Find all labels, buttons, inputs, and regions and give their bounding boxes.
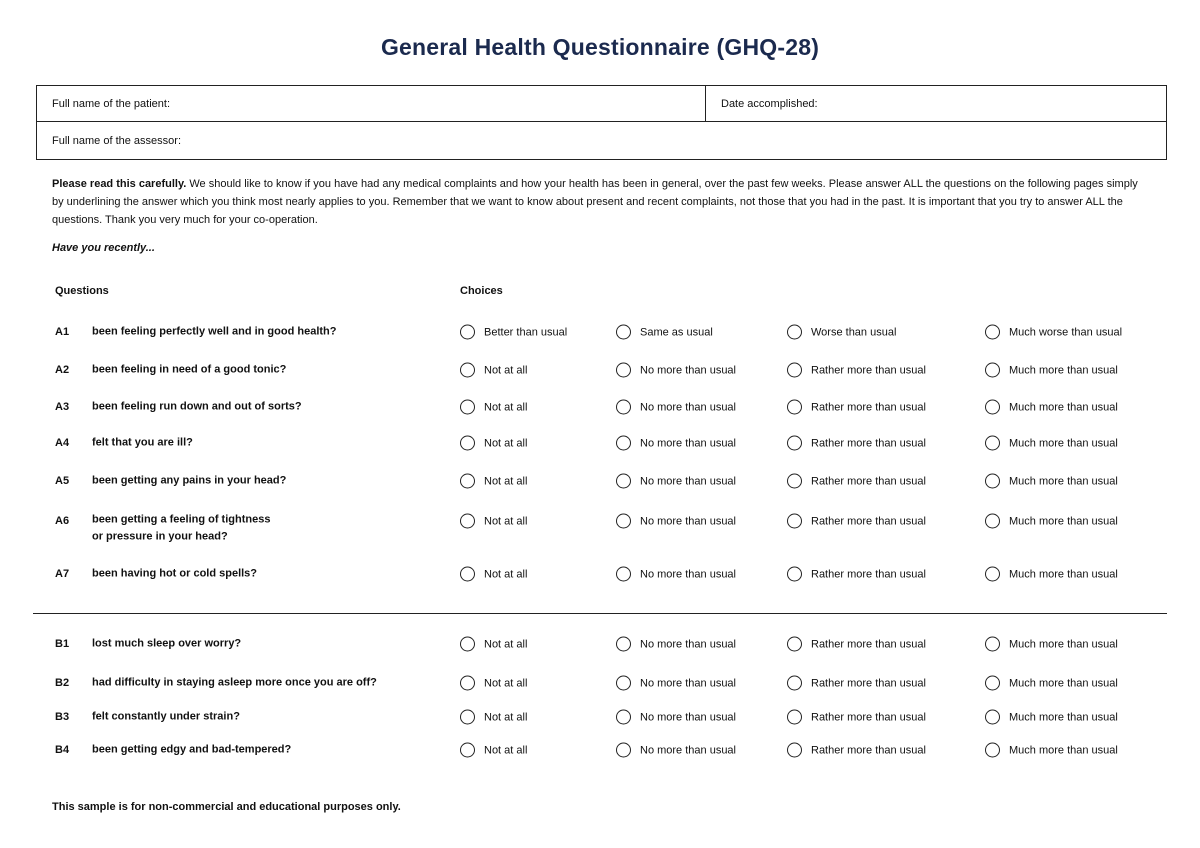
choice-label: Not at all	[484, 364, 528, 376]
choice-option[interactable]	[787, 325, 896, 340]
radio-button-icon[interactable]	[616, 400, 631, 415]
question-text: been feeling run down and out of sorts?	[92, 400, 302, 413]
question-row-b2	[0, 671, 1200, 695]
question-id: A4	[55, 437, 70, 449]
patient-name-field[interactable]	[37, 86, 705, 121]
radio-button-icon[interactable]	[787, 710, 802, 725]
choice-label: Much more than usual	[1009, 401, 1118, 413]
radio-button-icon[interactable]	[460, 637, 475, 652]
choice-option[interactable]	[787, 400, 926, 415]
choice-option[interactable]	[985, 567, 1118, 582]
radio-button-icon[interactable]	[985, 474, 1000, 489]
radio-button-icon[interactable]	[460, 400, 475, 415]
question-row-a6	[0, 509, 1200, 543]
choice-option[interactable]	[460, 325, 567, 340]
radio-button-icon[interactable]	[985, 743, 1000, 758]
radio-button-icon[interactable]	[787, 436, 802, 451]
question-row-a4	[0, 431, 1200, 455]
radio-button-icon[interactable]	[787, 514, 802, 529]
choice-option[interactable]	[787, 676, 926, 691]
choice-option[interactable]	[616, 363, 736, 378]
choice-label: No more than usual	[640, 568, 736, 580]
question-row-a2	[0, 358, 1200, 382]
choice-label: Rather more than usual	[811, 475, 926, 487]
choice-label: Much more than usual	[1009, 515, 1118, 527]
radio-button-icon[interactable]	[616, 325, 631, 340]
choice-option[interactable]	[787, 514, 926, 529]
instructions-bold-lead: Please read this carefully.	[52, 178, 187, 190]
choice-label: Much more than usual	[1009, 568, 1118, 580]
choice-label: No more than usual	[640, 515, 736, 527]
question-text: been getting any pains in your head?	[92, 474, 287, 487]
choice-label: Not at all	[484, 711, 528, 723]
choice-label: Not at all	[484, 515, 528, 527]
question-id: B1	[55, 638, 70, 650]
radio-button-icon[interactable]	[985, 637, 1000, 652]
choice-option[interactable]	[460, 567, 527, 582]
choice-option[interactable]	[985, 474, 1118, 489]
page-title: General Health Questionnaire (GHQ-28)	[380, 34, 820, 60]
choice-label: Not at all	[484, 475, 528, 487]
radio-button-icon[interactable]	[787, 363, 802, 378]
choices-header: Choices	[460, 285, 503, 297]
radio-button-icon[interactable]	[460, 743, 475, 758]
choice-label: No more than usual	[640, 677, 736, 689]
question-text: been feeling perfectly well and in good health?	[92, 325, 337, 338]
radio-button-icon[interactable]	[616, 514, 631, 529]
choice-label: No more than usual	[640, 401, 736, 413]
question-row-a3	[0, 395, 1200, 419]
question-text: been getting edgy and bad-tempered?	[92, 743, 292, 756]
choice-label: Rather more than usual	[811, 638, 926, 650]
choice-option[interactable]	[985, 710, 1118, 725]
footer-disclaimer: This sample is for non-commercial and educational purposes only.	[52, 801, 401, 813]
radio-button-icon[interactable]	[616, 436, 631, 451]
choice-option[interactable]	[616, 676, 736, 691]
choice-option[interactable]	[787, 436, 926, 451]
choice-option[interactable]	[460, 676, 527, 691]
choice-label: Much more than usual	[1009, 364, 1118, 376]
question-text-line-1: been getting a feeling of tightness	[92, 513, 271, 526]
choice-option[interactable]	[616, 325, 713, 340]
question-text: felt that you are ill?	[92, 436, 193, 449]
choice-label: Rather more than usual	[811, 711, 926, 723]
choice-option[interactable]	[616, 514, 736, 529]
questions-header: Questions	[55, 285, 109, 297]
question-text: been feeling in need of a good tonic?	[92, 363, 287, 376]
choice-label: Not at all	[484, 401, 528, 413]
patient-info-table	[36, 85, 1167, 160]
choice-label: Rather more than usual	[811, 401, 926, 413]
patient-name-label: Full name of the patient:	[52, 97, 171, 110]
choice-label: Much more than usual	[1009, 677, 1118, 689]
assessor-name-label: Full name of the assessor:	[52, 135, 182, 147]
radio-button-icon[interactable]	[985, 567, 1000, 582]
radio-button-icon[interactable]	[616, 363, 631, 378]
section-divider	[33, 613, 1167, 614]
radio-button-icon[interactable]	[616, 474, 631, 489]
radio-button-icon[interactable]	[460, 363, 475, 378]
question-id: A2	[55, 364, 70, 376]
choice-option[interactable]	[787, 637, 926, 652]
question-id: A3	[55, 401, 70, 413]
choice-label: Rather more than usual	[811, 677, 926, 689]
radio-button-icon[interactable]	[616, 710, 631, 725]
radio-button-icon[interactable]	[616, 676, 631, 691]
info-row-assessor	[37, 123, 1166, 159]
radio-button-icon[interactable]	[985, 436, 1000, 451]
radio-button-icon[interactable]	[460, 514, 475, 529]
radio-button-icon[interactable]	[616, 743, 631, 758]
date-accomplished-label: Date accomplished:	[721, 97, 818, 110]
radio-button-icon[interactable]	[460, 676, 475, 691]
choice-option[interactable]	[460, 474, 527, 489]
choice-option[interactable]	[787, 710, 926, 725]
choice-option[interactable]	[616, 400, 736, 415]
choice-option[interactable]	[460, 514, 527, 529]
question-row-a1	[0, 320, 1200, 344]
choice-option[interactable]	[616, 567, 736, 582]
date-accomplished-field[interactable]	[705, 86, 1166, 121]
choice-label: Not at all	[484, 568, 528, 580]
radio-button-icon[interactable]	[460, 567, 475, 582]
choice-option[interactable]	[616, 637, 736, 652]
assessor-name-field[interactable]	[37, 123, 1166, 159]
choice-option[interactable]	[460, 400, 527, 415]
choice-option[interactable]	[616, 436, 736, 451]
choice-option[interactable]	[616, 710, 736, 725]
choice-label: Not at all	[484, 677, 528, 689]
question-id: A7	[55, 568, 70, 580]
question-row-b3	[0, 705, 1200, 729]
choice-option[interactable]	[460, 436, 527, 451]
choice-option[interactable]	[616, 743, 736, 758]
question-id: A5	[55, 475, 70, 487]
radio-button-icon[interactable]	[616, 637, 631, 652]
question-id: B2	[55, 677, 70, 689]
choice-option[interactable]	[460, 710, 527, 725]
choice-label: No more than usual	[640, 638, 736, 650]
radio-button-icon[interactable]	[787, 325, 802, 340]
choice-label: No more than usual	[640, 364, 736, 376]
radio-button-icon[interactable]	[787, 400, 802, 415]
choice-label: Not at all	[484, 638, 528, 650]
choice-option[interactable]	[616, 474, 736, 489]
radio-button-icon[interactable]	[460, 436, 475, 451]
choice-label: Rather more than usual	[811, 744, 926, 756]
question-text: lost much sleep over worry?	[92, 637, 242, 650]
choice-label: Worse than usual	[811, 326, 897, 338]
choice-option[interactable]	[985, 676, 1118, 691]
choice-option[interactable]	[787, 474, 926, 489]
choice-label: Rather more than usual	[811, 437, 926, 449]
choice-option[interactable]	[985, 743, 1118, 758]
question-text	[92, 511, 270, 545]
choice-option[interactable]	[985, 363, 1118, 378]
question-text: been having hot or cold spells?	[92, 567, 258, 580]
question-row-a7	[0, 562, 1200, 586]
radio-button-icon[interactable]	[787, 474, 802, 489]
question-text: had difficulty in staying asleep more once you are off?	[92, 676, 377, 689]
radio-button-icon[interactable]	[787, 676, 802, 691]
radio-button-icon[interactable]	[985, 710, 1000, 725]
radio-button-icon[interactable]	[985, 514, 1000, 529]
radio-button-icon[interactable]	[985, 676, 1000, 691]
question-id: A1	[55, 326, 70, 338]
choice-label: Much worse than usual	[1009, 326, 1123, 338]
choice-label: Better than usual	[484, 326, 568, 338]
question-text-line-2: or pressure in your head?	[92, 530, 228, 543]
choice-label: Much more than usual	[1009, 744, 1118, 756]
choice-label: Same as usual	[640, 326, 713, 338]
radio-button-icon[interactable]	[985, 325, 1000, 340]
radio-button-icon[interactable]	[460, 710, 475, 725]
choice-option[interactable]	[985, 325, 1122, 340]
have-you-recently-label: Have you recently...	[52, 242, 155, 254]
choice-label: Not at all	[484, 744, 528, 756]
choice-option[interactable]	[787, 567, 926, 582]
choice-label: No more than usual	[640, 475, 736, 487]
radio-button-icon[interactable]	[787, 743, 802, 758]
choice-option[interactable]	[787, 743, 926, 758]
choice-option[interactable]	[985, 637, 1118, 652]
choice-label: Rather more than usual	[811, 364, 926, 376]
choice-label: Rather more than usual	[811, 515, 926, 527]
radio-button-icon[interactable]	[985, 400, 1000, 415]
choice-label: Much more than usual	[1009, 475, 1118, 487]
question-id: B3	[55, 711, 70, 723]
choice-option[interactable]	[985, 400, 1118, 415]
choice-label: No more than usual	[640, 711, 736, 723]
question-row-b1	[0, 632, 1200, 656]
question-row-a5	[0, 469, 1200, 493]
choice-label: No more than usual	[640, 437, 736, 449]
question-id: A6	[55, 515, 70, 527]
choice-option[interactable]	[460, 363, 527, 378]
radio-button-icon[interactable]	[460, 325, 475, 340]
choice-option[interactable]	[787, 363, 926, 378]
choice-option[interactable]	[985, 514, 1118, 529]
instructions-paragraph	[52, 175, 1152, 229]
radio-button-icon[interactable]	[787, 567, 802, 582]
choice-option[interactable]	[460, 743, 527, 758]
choice-option[interactable]	[985, 436, 1118, 451]
info-row-patient	[37, 86, 1166, 122]
choice-option[interactable]	[460, 637, 527, 652]
choice-label: Not at all	[484, 437, 528, 449]
choice-label: Much more than usual	[1009, 638, 1118, 650]
radio-button-icon[interactable]	[616, 567, 631, 582]
radio-button-icon[interactable]	[787, 637, 802, 652]
choice-label: Much more than usual	[1009, 711, 1118, 723]
choice-label: No more than usual	[640, 744, 736, 756]
instructions-text: We should like to know if you have had any medical complaints and how your health has been in general, over the past few weeks. Please answer ALL the questions on the following pages simply by underlining the answer which you think most nearly applies to you. Remember that we want to know about present and recent complaints, not those that you had in the past. It is important that you try to answer ALL the questions. Thank you very much for your co-operation.	[52, 178, 1138, 226]
radio-button-icon[interactable]	[460, 474, 475, 489]
radio-button-icon[interactable]	[985, 363, 1000, 378]
question-row-b4	[0, 738, 1200, 762]
question-id: B4	[55, 744, 70, 756]
question-text: felt constantly under strain?	[92, 710, 240, 723]
choice-label: Much more than usual	[1009, 437, 1118, 449]
choice-label: Rather more than usual	[811, 568, 926, 580]
